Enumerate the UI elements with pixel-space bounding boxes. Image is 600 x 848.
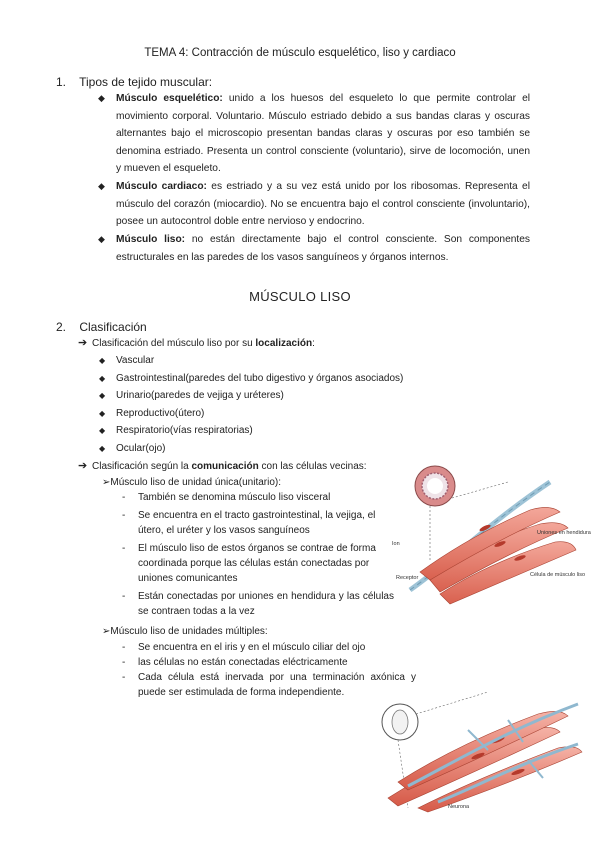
loc-item-label: Ocular(ojo) — [116, 442, 166, 454]
list-item — [99, 422, 403, 440]
text-cardiac: es estriado y a su vez está unido por los ribosomas. Representa el músculo del corazón (miocardio). No se encuentra bajo el control consciente (involuntario), posee un autocontrol doble entre nervioso y endocrino. — [116, 181, 530, 228]
arrow-right-icon: ➔ — [78, 337, 88, 349]
vessel-cross-section — [415, 466, 455, 506]
unitary-item-text: También se denomina músculo liso visceral — [138, 492, 331, 503]
label-smooth-cell: Célula de músculo liso — [530, 572, 586, 578]
label-ion: Ion — [392, 541, 400, 547]
multi-item-text: Se encuentra en el iris y en el músculo ciliar del ojo — [138, 642, 366, 653]
diamond-bullet-icon: ◆ — [98, 93, 105, 103]
list-item — [122, 640, 416, 655]
diamond-bullet-icon: ◆ — [99, 443, 106, 453]
loc-item-label: Vascular — [116, 355, 155, 366]
list-item — [122, 490, 394, 505]
loc-list — [99, 352, 404, 458]
dash-bullet: - — [122, 657, 126, 668]
item-skeletal-muscle — [98, 90, 531, 178]
com-intro: Clasificación según la — [92, 461, 192, 472]
dash-bullet: - — [122, 642, 126, 653]
label-gap-junction: Uniones en hendidura — [537, 530, 591, 536]
list-item — [99, 387, 403, 405]
list-item — [99, 440, 403, 458]
label-neuron: Neurona — [448, 804, 470, 810]
term-smooth: Músculo liso: — [116, 234, 186, 245]
unitary-muscle-figure — [390, 462, 591, 612]
item-cardiac-muscle — [98, 178, 530, 231]
multi-title: ➢Músculo liso de unidades múltiples: — [102, 626, 268, 637]
diamond-bullet-icon: ◆ — [98, 181, 105, 191]
eye-icon — [382, 704, 418, 740]
loc-item-label: Urinario(paredes de vejiga y uréteres) — [116, 390, 284, 402]
section-1-title: Tipos de tejido muscular: — [79, 75, 213, 89]
loc-intro: Clasificación del músculo liso por su — [92, 338, 256, 349]
com-bold: comunicación — [191, 461, 259, 472]
diamond-bullet-icon: ◆ — [99, 356, 106, 365]
unitary-item-text: Están conectadas por uniones en hendidura y las células se contraen todas a la vez — [138, 591, 394, 617]
multi-item-text: Cada célula está inervada por una terminación axónica y puede ser estimulada de forma independiente. — [138, 672, 416, 698]
unitary-list — [122, 490, 394, 619]
classification-localization — [78, 335, 315, 353]
loc-item-label: Reproductivo(útero) — [116, 407, 205, 419]
section-1-number: 1. — [56, 75, 67, 89]
list-item — [122, 589, 394, 619]
diamond-bullet-icon: ◆ — [99, 391, 106, 401]
list-item — [122, 655, 416, 670]
label-receptor: Receptor — [396, 575, 419, 581]
classification-communication — [78, 458, 367, 476]
list-item — [99, 370, 404, 388]
page-title: TEMA 4: Contracción de músculo esquelético, liso y cardiaco — [144, 47, 456, 59]
multi-list — [122, 640, 416, 700]
dash-bullet: - — [122, 510, 126, 521]
loc-end: : — [312, 338, 315, 349]
list-item — [122, 541, 394, 586]
diamond-bullet-icon: ◆ — [99, 408, 106, 418]
unitary-item-text: Se encuentra en el tracto gastrointestinal, la vejiga, el útero, el uréter y los vasos sanguíneos — [138, 510, 376, 536]
section-1-heading — [56, 75, 212, 89]
item-smooth-muscle — [98, 231, 530, 266]
term-skeletal: Músculo esquelético: — [116, 93, 223, 104]
list-item — [122, 508, 394, 538]
loc-item-label: Respiratorio(vías respiratorias) — [116, 425, 253, 437]
text-smooth: no están directamente bajo el control consciente. Son componentes estructurales en las paredes de los vasos sanguíneos y órganos internos. — [116, 234, 530, 263]
unitary-title: ➢Músculo liso de unidad única(unitario): — [102, 477, 282, 488]
multi-item-text: las células no están conectadas eléctricamente — [138, 657, 348, 668]
multi-unit-muscle-figure — [378, 690, 588, 812]
term-cardiac: Músculo cardiaco: — [116, 181, 207, 192]
dash-bullet: - — [122, 672, 126, 683]
unitary-item-text: El músculo liso de estos órganos se contrae de forma coordinada porque las células están conectadas por uniones comunicantes — [138, 543, 376, 584]
list-item — [99, 352, 403, 370]
center-heading: MÚSCULO LISO — [249, 289, 351, 304]
diamond-bullet-icon: ◆ — [99, 373, 106, 383]
diamond-bullet-icon: ◆ — [99, 426, 106, 436]
dash-bullet: - — [122, 543, 126, 554]
section-2-heading — [56, 320, 147, 334]
dash-bullet: - — [122, 591, 126, 602]
section-2-number: 2. — [56, 320, 67, 334]
dash-bullet: - — [122, 492, 126, 503]
com-end: con las células vecinas: — [258, 461, 367, 472]
text-skeletal: unido a los huesos del esqueleto lo que permite controlar el movimiento corporal. Voluntario. Músculo estriado debido a sus bandas claras y oscuras alternantes bajo el microscopio presentan bandas claras y oscuras por eso también se denomina estriado. Presenta un control consciente (voluntario), sirve de locomoción, unen y mueven el esqueleto. — [116, 93, 531, 175]
list-item — [99, 405, 403, 423]
loc-item-label: Gastrointestinal(paredes del tubo digestivo y órganos asociados) — [116, 372, 404, 384]
arrow-right-icon: ➔ — [78, 460, 88, 472]
diamond-bullet-icon: ◆ — [98, 234, 105, 244]
section-2-title: Clasificación — [79, 320, 147, 334]
list-item — [122, 670, 416, 700]
loc-bold: localización — [255, 338, 313, 349]
